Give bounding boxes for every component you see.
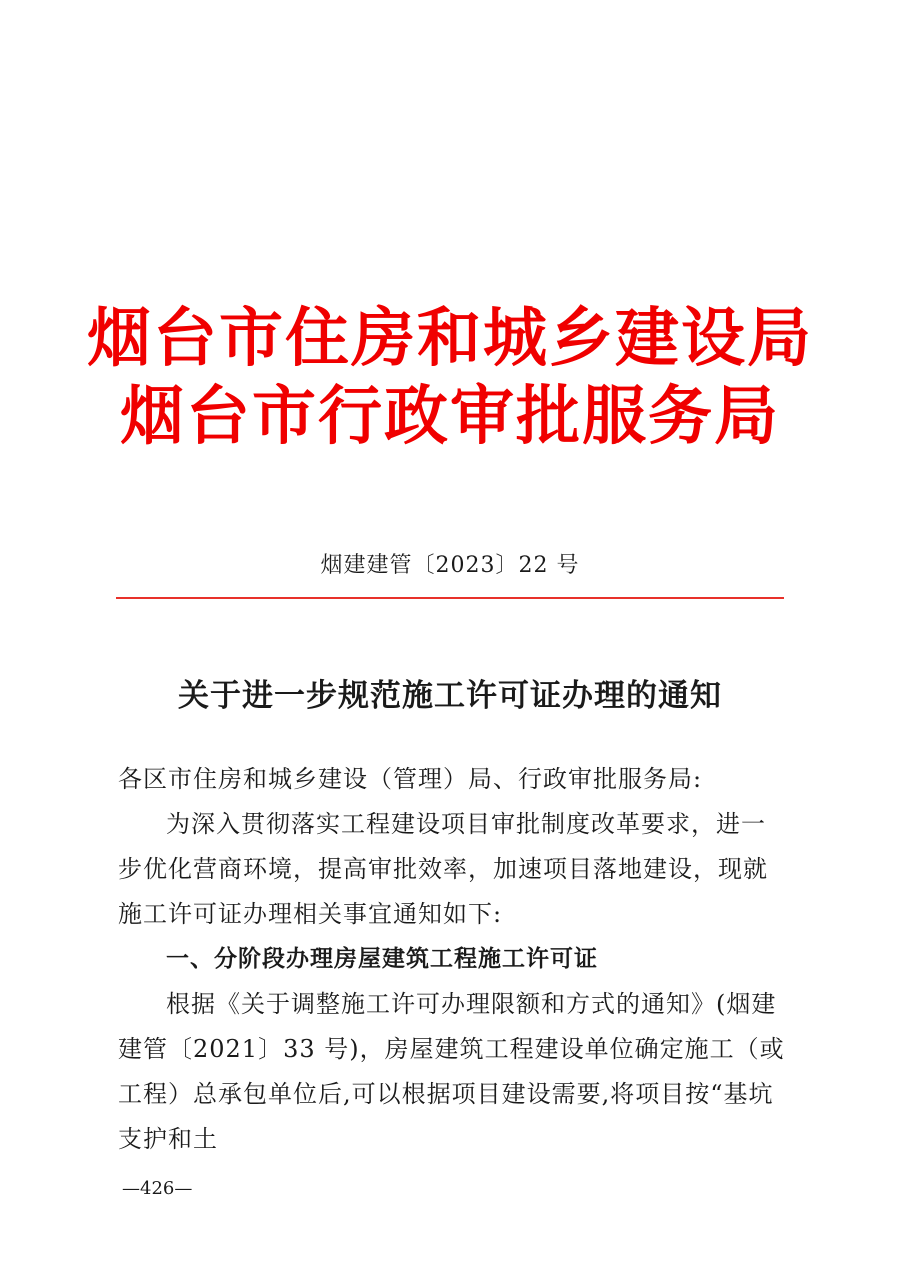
section-1-paragraph: 根据《关于调整施工许可办理限额和方式的通知》(烟建建管〔2021〕33 号)，房屋建筑工程建设单位确定施工（或工程）总承包单位后,可以根据项目建设需要,将项目按“基坑支护和土 xyxy=(118,990,785,1153)
document-number: 烟建建管〔2023〕22 号 xyxy=(320,553,580,578)
document-title: 关于进一步规范施工许可证办理的通知 xyxy=(178,678,722,714)
section-heading-1: 一、分阶段办理房屋建筑工程施工许可证 xyxy=(166,946,598,972)
intro-paragraph: 为深入贯彻落实工程建设项目审批制度改革要求，进一步优化营商环境，提高审批效率，加速项目落地建设，现就施工许可证办理相关事宜通知如下: xyxy=(118,810,768,928)
agency-name-1: 烟台市住房和城乡建设局 xyxy=(87,302,813,376)
issuing-agencies-header xyxy=(0,300,900,456)
document-body xyxy=(118,757,788,1162)
red-divider-line xyxy=(116,597,784,599)
page-number: —426— xyxy=(122,1178,193,1199)
agency-name-2: 烟台市行政审批服务局 xyxy=(120,380,780,454)
recipients: 各区市住房和城乡建设（管理）局、行政审批服务局: xyxy=(118,765,703,793)
